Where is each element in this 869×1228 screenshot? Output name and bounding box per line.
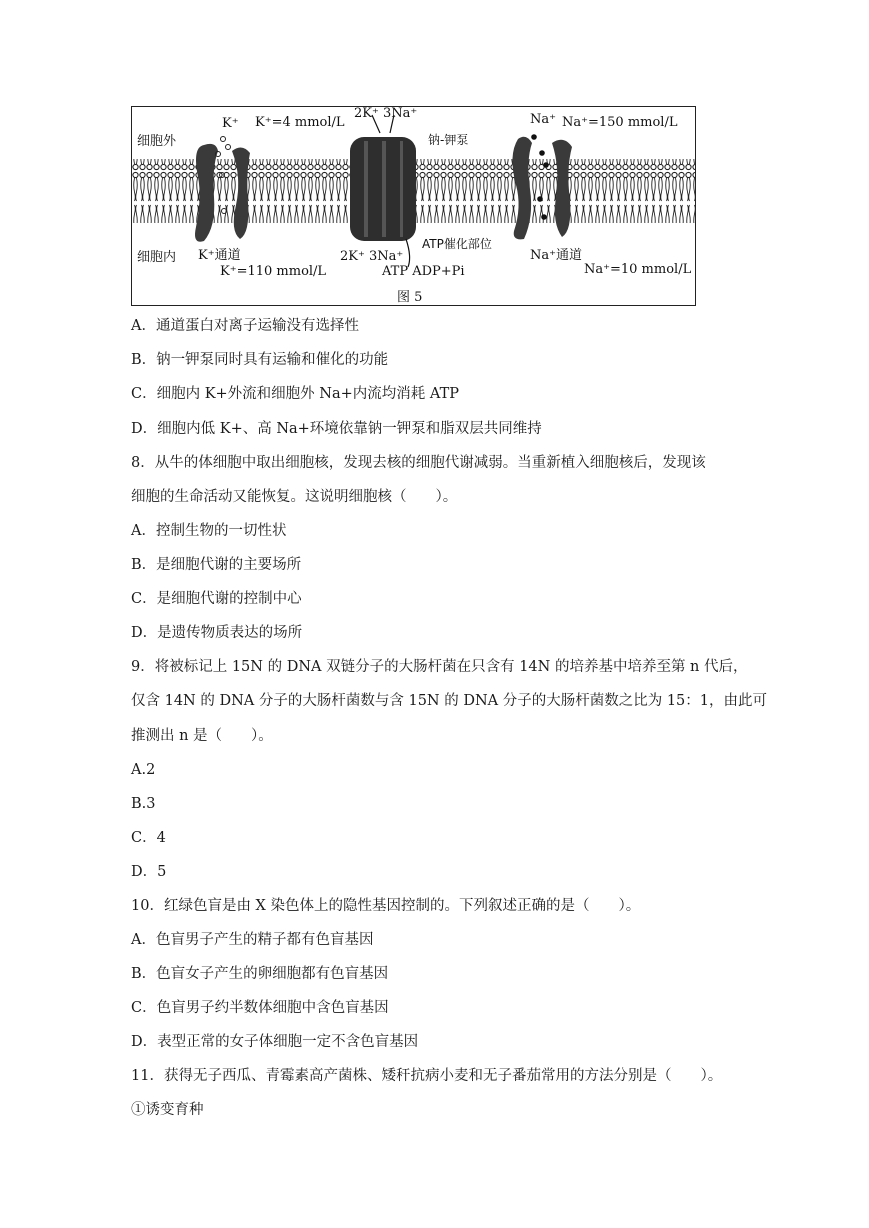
option-7b: B．钠一钾泵同时具有运输和催化的功能 — [131, 352, 389, 368]
label-na-channel: Na⁺通道 — [530, 248, 582, 263]
question-11: 11．获得无子西瓜、青霉素高产菌株、矮秆抗病小麦和无子番茄常用的方法分别是（ ）。 — [131, 1068, 723, 1084]
membrane-transport-figure — [131, 106, 696, 306]
question-10: 10．红绿色盲是由 X 染色体上的隐性基因控制的。下列叙述正确的是（ ）。 — [131, 898, 641, 914]
label-pump-top: 2K⁺ 3Na⁺ — [354, 106, 418, 121]
label-k-outside-conc: K⁺=4 mmol/L — [255, 115, 345, 130]
question-9-line-1: 9．将被标记上 15N 的 DNA 双链分子的大肠杆菌在只含有 14N 的培养基中培养至第 n 代后， — [131, 659, 748, 675]
question-9-line-2: 仅含 14N 的 DNA 分子的大肠杆菌数与含 15N 的 DNA 分子的大肠杆菌数之比为 15：1，由此可 — [131, 693, 768, 709]
label-pump-bottom: 2K⁺ 3Na⁺ — [340, 249, 404, 264]
option-7d: D．细胞内低 K+、高 Na+环境依靠钠一钾泵和脂双层共同维持 — [131, 421, 542, 437]
label-k-channel: K⁺通道 — [198, 248, 241, 263]
option-9a: A.2 — [131, 762, 156, 778]
option-10a: A．色盲男子产生的精子都有色盲基因 — [131, 932, 374, 948]
option-9d: D．5 — [131, 864, 167, 880]
option-8a: A．控制生物的一切性状 — [131, 523, 287, 539]
label-k-inside-conc: K⁺=110 mmol/L — [220, 264, 327, 279]
label-pump-name: 钠-钾泵 — [428, 133, 469, 147]
option-8c: C．是细胞代谢的控制中心 — [131, 591, 302, 607]
option-8b: B．是细胞代谢的主要场所 — [131, 557, 302, 573]
question-8-line-1: 8．从牛的体细胞中取出细胞核，发现去核的细胞代谢减弱。当重新植入细胞核后，发现该 — [131, 455, 706, 471]
option-7a: A．通道蛋白对离子运输没有选择性 — [131, 318, 359, 334]
option-9b: B.3 — [131, 796, 156, 812]
option-10c: C．色盲男子约半数体细胞中含色盲基因 — [131, 1000, 389, 1016]
figure-caption: 图 5 — [397, 290, 423, 305]
option-7c: C．细胞内 K+外流和细胞外 Na+内流均消耗 ATP — [131, 386, 459, 402]
option-9c: C．4 — [131, 830, 166, 846]
label-k-ion: K⁺ — [222, 116, 239, 131]
question-9-line-3: 推测出 n 是（ ）。 — [131, 728, 273, 744]
label-na-inside-conc: Na⁺=10 mmol/L — [584, 262, 692, 277]
option-10b: B．色盲女子产生的卵细胞都有色盲基因 — [131, 966, 389, 982]
label-inside: 细胞内 — [137, 250, 177, 265]
label-atp-site: ATP催化部位 — [422, 237, 492, 251]
label-atp-reaction: ATP ADP+Pi — [382, 264, 465, 279]
label-na-ion: Na⁺ — [530, 112, 556, 127]
label-outside: 细胞外 — [137, 134, 177, 149]
question-8-line-2: 细胞的生命活动又能恢复。这说明细胞核（ ）。 — [131, 489, 458, 505]
label-na-outside-conc: Na⁺=150 mmol/L — [562, 115, 678, 130]
option-10d: D．表型正常的女子体细胞一定不含色盲基因 — [131, 1034, 419, 1050]
option-11-item-1: ①诱变育种 — [131, 1102, 204, 1118]
option-8d: D．是遗传物质表达的场所 — [131, 625, 303, 641]
